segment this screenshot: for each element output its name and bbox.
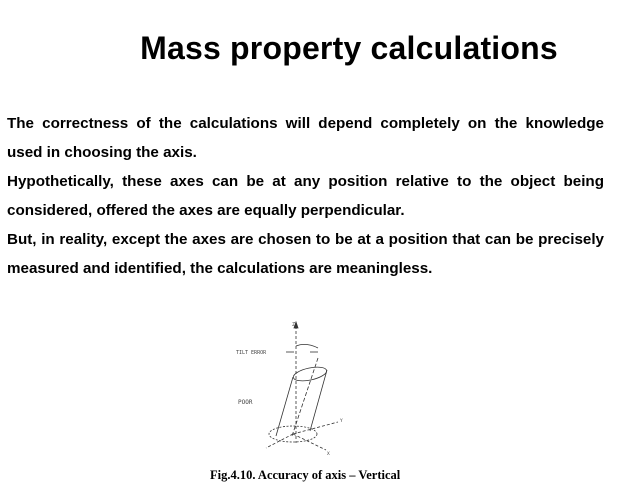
cylinder-left-side [276, 377, 293, 436]
x-axis-label: X [327, 452, 330, 457]
tilt-arc [296, 344, 318, 348]
cylinder-top [292, 365, 328, 384]
poor-label: POOR [238, 399, 253, 406]
slide-title: Mass property calculations [140, 30, 558, 66]
paragraph-1: The correctness of the calculations will depend completely on the knowledge used in choosing the axis. [7, 115, 604, 161]
axis-accuracy-figure [226, 318, 356, 458]
body-text [7, 109, 604, 283]
y-axis-line [293, 422, 338, 434]
tilt-error-label: TILT ERROR [236, 350, 267, 356]
z-axis-label: Z [292, 322, 296, 328]
axis-diagram [226, 318, 356, 458]
y-axis-label: Y [340, 419, 343, 424]
figure-caption: Fig.4.10. Accuracy of axis – Vertical [210, 468, 401, 482]
paragraph-3: But, in reality, except the axes are chosen to be at a position that can be precisely measured and identified, the calculations are meaningless. [7, 231, 604, 277]
cylinder-right-side [310, 370, 327, 431]
paragraph-2: Hypothetically, these axes can be at any position relative to the object being considered, offered the axes are equally perpendicular. [7, 173, 604, 219]
